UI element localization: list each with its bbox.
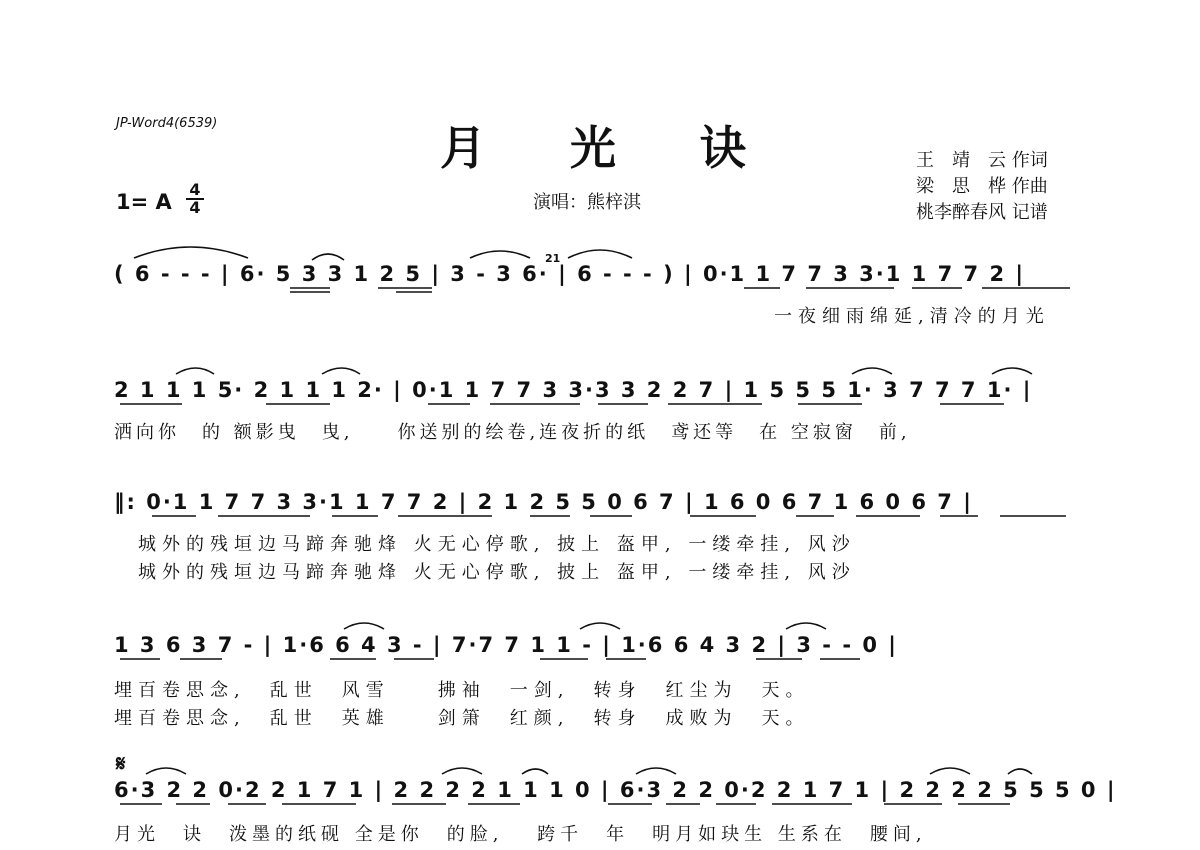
source-label: JP-Word4(6539) <box>116 116 218 131</box>
notes-line: ‖: 0·1 1 7 7 3 3·1 1 7 7 2 | 2 1 2 5 5 0 6 7 | 1 6 0 6 7 1 6 0 6 7 | <box>114 490 973 514</box>
lyric-line: 一夜细雨绵延,清冷的月光 <box>774 306 1050 327</box>
song-title <box>440 112 830 178</box>
slur-mark <box>992 368 1032 374</box>
title-char: 光 <box>570 121 616 175</box>
notes-line: 1 3 6 3 7 - | 1·6 6 4 3 - | 7·7 7 1 1 - | 1·6 6 4 3 2 | 3 - - 0 | <box>114 633 898 657</box>
segno-icon: 𝄋 <box>116 752 126 777</box>
lyric-line: 洒向你 的 额影曳 曳, 你送别的绘卷,连夜折的纸 鸢还等 在 空寂窗 前, <box>114 422 911 443</box>
lyric-line: 月光 诀 泼墨的纸砚 全是你 的脸, 跨千 年 明月如玦生 生系在 腰间, <box>114 824 927 845</box>
notes-line: ( 6 - - - | 6· 5 3 3 1 2 5 | 3 - 3 6· | 6 - - - ) | 0·1 1 7 7 3 3·1 1 7 7 2 | <box>114 262 1026 286</box>
composer-credit: 梁 思 桦 作曲 <box>916 176 1048 197</box>
lyric-line: 城外的残垣边马蹄奔驰烽 火无心停歌, 披上 盔甲, 一缕牵挂, 风沙 <box>114 534 856 555</box>
slur-mark <box>344 623 384 629</box>
time-signature <box>186 180 204 217</box>
slur-mark <box>442 768 482 774</box>
key-signature: 1= A <box>116 190 172 214</box>
lyric-line: 城外的残垣边马蹄奔驰烽 火无心停歌, 披上 盔甲, 一缕牵挂, 风沙 <box>114 562 856 583</box>
time-bottom: 4 <box>189 198 201 217</box>
title-char: 月 <box>440 121 486 175</box>
slur-mark <box>470 251 530 258</box>
notes-line: 6·3 2 2 0·2 2 1 7 1 | 2 2 2 2 1 1 1 0 | 6·3 2 2 0·2 2 1 7 1 | 2 2 2 2 5 5 5 0 | <box>114 778 1117 802</box>
slur-mark <box>312 254 344 260</box>
slur-mark <box>146 768 186 774</box>
lyric-line: 埋百卷思念, 乱世 英雄 剑箫 红颜, 转身 成败为 天。 <box>114 708 810 729</box>
singer: 演唱：熊梓淇 <box>533 192 641 213</box>
credits <box>916 148 1048 226</box>
slur-mark <box>134 247 248 258</box>
time-top: 4 <box>189 180 201 199</box>
grace-note: 21 <box>545 252 561 265</box>
slur-mark <box>786 623 826 629</box>
slur-mark <box>522 769 548 774</box>
slur-mark <box>1008 769 1032 774</box>
lyric-line: 埋百卷思念, 乱世 风雪 拂袖 一剑, 转身 红尘为 天。 <box>114 680 810 701</box>
lyricist-credit: 王 靖 云 作词 <box>916 150 1048 171</box>
slur-mark <box>852 368 892 374</box>
slur-mark <box>322 368 360 374</box>
slur-mark <box>176 368 214 374</box>
slur-mark <box>580 623 620 629</box>
slur-mark <box>568 250 632 258</box>
slur-mark <box>636 768 676 774</box>
transcriber-credit: 桃李醉春风 记谱 <box>916 202 1048 223</box>
notes-line: 2 1 1 1 5· 2 1 1 1 2· | 0·1 1 7 7 3 3·3 3 2 2 7 | 1 5 5 5 1· 3 7 7 7 1· | <box>114 378 1033 402</box>
title-char: 诀 <box>700 121 746 175</box>
slur-mark <box>930 768 970 774</box>
